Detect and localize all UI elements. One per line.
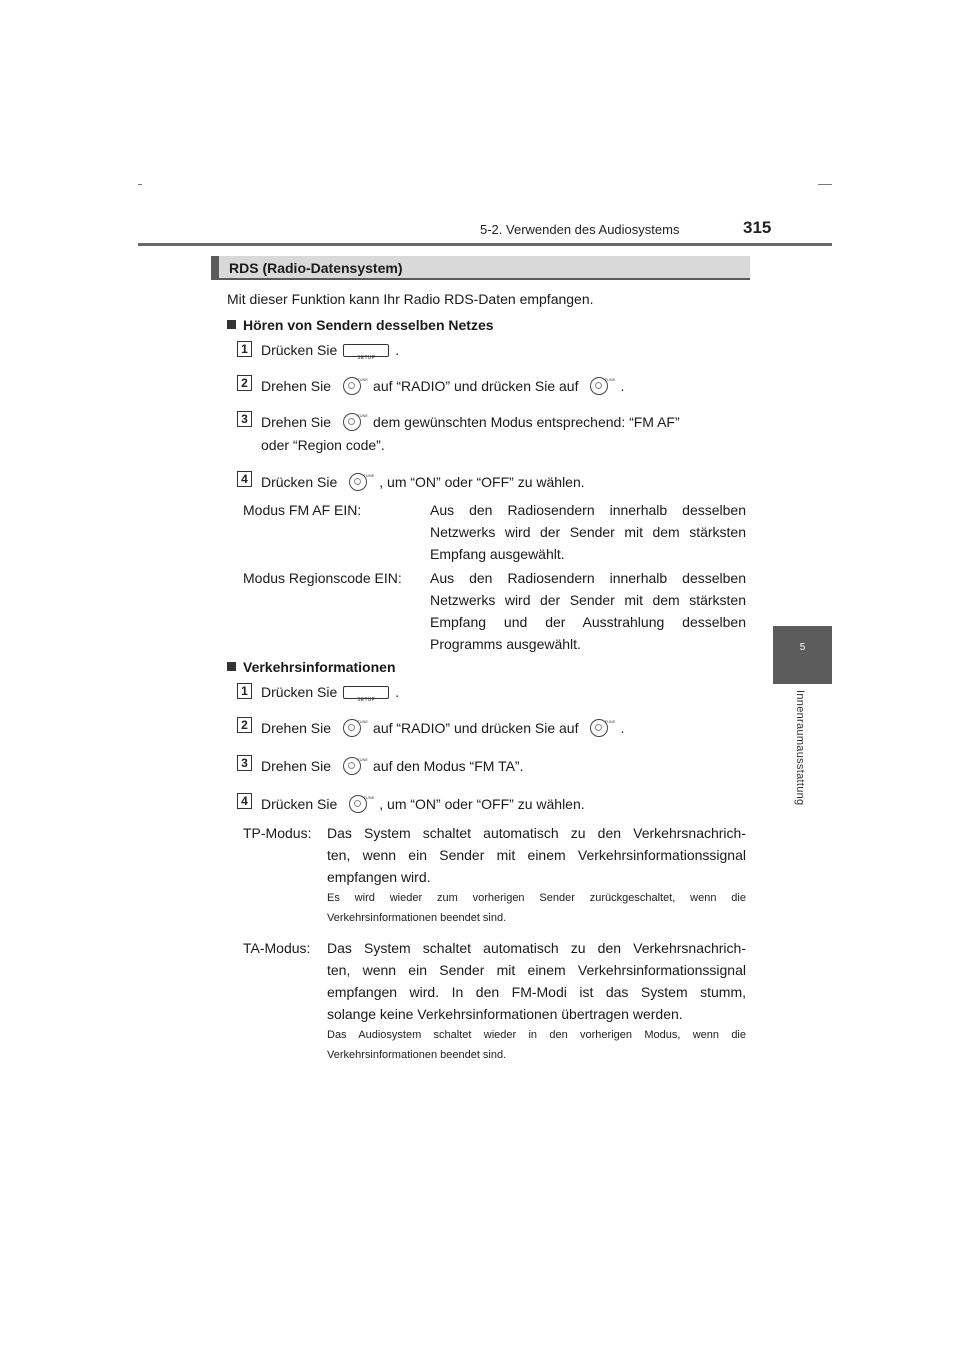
knob-tag: TUNE: [604, 377, 616, 382]
step-number: 4: [237, 471, 252, 487]
step-number: 1: [237, 683, 252, 699]
definition-text: [327, 937, 746, 1025]
step-text-mid: auf “RADIO” und drücken Sie auf: [373, 378, 579, 394]
step-text-pre: Drücken Sie: [261, 342, 338, 358]
tune-knob-icon: [343, 719, 369, 737]
definition-line: ten, wenn ein Sender mit einem Verkehrsinformationssignal: [327, 847, 746, 863]
definition-line: Empfang ausgewählt.: [430, 546, 565, 562]
definition-text: [430, 567, 746, 655]
definition-label: TA-Modus:: [243, 940, 311, 956]
setup-button-label: SETUP: [357, 697, 376, 703]
square-bullet-icon: [227, 320, 236, 329]
definition-line: empfangen wird. In den FM-Modi ist das System stumm,: [327, 984, 746, 1000]
page-number: 315: [743, 218, 772, 237]
knob-tag: TUNE: [363, 795, 375, 800]
definition-line: Aus den Radiosendern innerhalb desselben: [430, 502, 746, 518]
knob-tag: TUNE: [357, 757, 369, 762]
knob-tag: TUNE: [363, 473, 375, 478]
header-section-title: 5-2. Verwenden des Audiosystems: [480, 222, 680, 237]
definition-line: Das System schaltet automatisch zu den Verkehrsnachrich-: [327, 940, 746, 956]
setup-button-label: SETUP: [357, 355, 376, 361]
step-text-post: , um “ON” oder “OFF” zu wählen.: [379, 796, 585, 812]
tune-knob-icon: [349, 795, 375, 813]
note-line: Es wird wieder zum vorherigen Sender zurückgeschaltet, wenn die: [327, 892, 746, 904]
step-number: 3: [237, 411, 252, 427]
definition-line: Das System schaltet automatisch zu den Verkehrsnachrich-: [327, 825, 746, 841]
subheading-same-network: [227, 314, 494, 336]
section-header-bar: [211, 256, 750, 280]
chapter-tab: [773, 626, 832, 684]
tune-knob-icon: [590, 719, 616, 737]
definition-line: Programms ausgewählt.: [430, 636, 581, 652]
setup-button-icon: [343, 686, 389, 703]
chapter-number: 5: [799, 642, 806, 653]
step-text: [261, 715, 624, 739]
step-text-pre: Drehen Sie: [261, 720, 332, 736]
subheading-text: Hören von Sendern desselben Netzes: [243, 317, 494, 333]
step-text-post: .: [395, 684, 400, 700]
chapter-label: Innenraumausstattung: [794, 690, 806, 806]
definition-line: Empfang und der Ausstrahlung desselben: [430, 614, 746, 630]
definition-line: solange keine Verkehrsinformationen übertragen werden.: [327, 1006, 683, 1022]
note-line: Verkehrsinformationen beendet sind.: [327, 912, 507, 924]
step-text: [261, 469, 585, 493]
step-text: [261, 409, 680, 433]
crop-mark-left: [138, 184, 142, 185]
step-text: [261, 339, 399, 361]
tune-knob-icon: [343, 413, 369, 431]
definition-text: [430, 499, 746, 565]
definition-text: [327, 822, 746, 888]
setup-button-icon: [343, 344, 389, 361]
step-text-post: , um “ON” oder “OFF” zu wählen.: [379, 474, 585, 490]
step-text-pre: Drehen Sie: [261, 758, 332, 774]
note-line: Verkehrsinformationen beendet sind.: [327, 1049, 507, 1061]
definition-label: Modus Regionscode EIN:: [243, 570, 402, 586]
step-number: 2: [237, 375, 252, 391]
step-text: [261, 753, 523, 777]
intro-text: Mit dieser Funktion kann Ihr Radio RDS-Daten empfangen.: [227, 291, 594, 307]
step-text-pre: Drücken Sie: [261, 796, 338, 812]
step-number: 4: [237, 793, 252, 809]
step-text: [261, 791, 585, 815]
definition-note: [327, 888, 746, 928]
step-text-post: auf den Modus “FM TA”.: [373, 758, 524, 774]
definition-line: ten, wenn ein Sender mit einem Verkehrsinformationssignal: [327, 962, 746, 978]
crop-mark-right: [818, 184, 832, 185]
definition-line: Netzwerks wird der Sender mit dem stärksten: [430, 592, 746, 608]
step-text-pre: Drehen Sie: [261, 414, 332, 430]
tune-knob-icon: [343, 377, 369, 395]
tune-knob-icon: [590, 377, 616, 395]
step-text-pre: Drücken Sie: [261, 684, 338, 700]
step-text-pre: Drücken Sie: [261, 474, 338, 490]
header-rule: [138, 243, 832, 246]
definition-line: Netzwerks wird der Sender mit dem stärksten: [430, 524, 746, 540]
step-text: [261, 681, 399, 703]
step-text-pre: Drehen Sie: [261, 378, 332, 394]
step-text: [261, 373, 624, 397]
definition-line: empfangen wird.: [327, 869, 431, 885]
section-title: RDS (Radio-Datensystem): [229, 260, 403, 276]
square-bullet-icon: [227, 662, 236, 671]
definition-label: Modus FM AF EIN:: [243, 502, 362, 518]
definition-note: [327, 1025, 746, 1065]
knob-tag: TUNE: [357, 377, 369, 382]
step-number: 1: [237, 341, 252, 357]
step-text-continued: oder “Region code”.: [261, 437, 385, 453]
subheading-traffic: [227, 656, 396, 678]
step-text-post: .: [620, 720, 625, 736]
step-text-mid: auf “RADIO” und drücken Sie auf: [373, 720, 579, 736]
knob-tag: TUNE: [604, 719, 616, 724]
knob-tag: TUNE: [357, 719, 369, 724]
definition-label: TP-Modus:: [243, 825, 312, 841]
step-text-post: .: [620, 378, 625, 394]
subheading-text: Verkehrsinformationen: [243, 659, 396, 675]
knob-tag: TUNE: [357, 413, 369, 418]
definition-line: Aus den Radiosendern innerhalb desselben: [430, 570, 746, 586]
step-text-post: dem gewünschten Modus entsprechend: “FM AF”: [373, 414, 680, 430]
tune-knob-icon: [349, 473, 375, 491]
step-text-post: .: [395, 342, 400, 358]
step-number: 3: [237, 755, 252, 771]
tune-knob-icon: [343, 757, 369, 775]
note-line: Das Audiosystem schaltet wieder in den vorherigen Modus, wenn die: [327, 1029, 746, 1041]
step-number: 2: [237, 717, 252, 733]
